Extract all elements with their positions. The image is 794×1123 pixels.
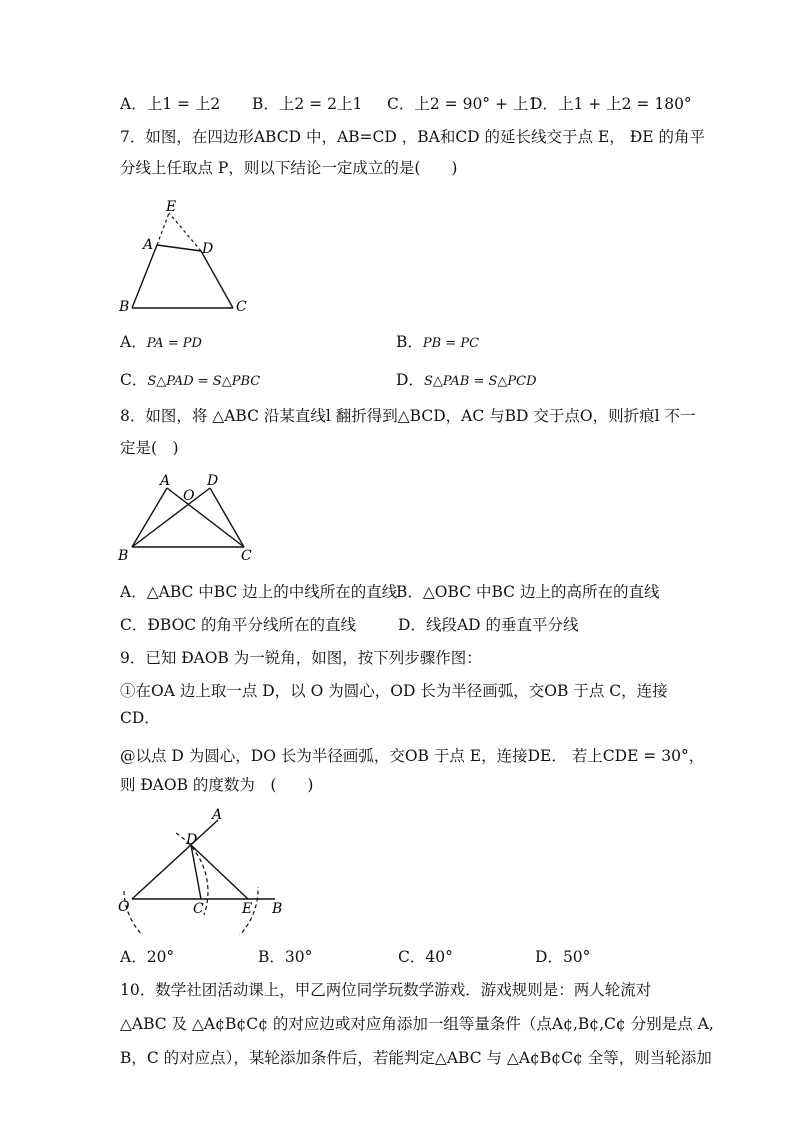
q7-segment-dc	[201, 251, 233, 308]
q7-option-a-text: PA = PD	[146, 336, 202, 351]
q8-option-b-text: △OBC 中BC 边上的高所在的直线	[422, 583, 660, 601]
q8-option-d	[398, 613, 579, 635]
q6-option-b-letter: B．	[252, 95, 279, 113]
q6-option-d-text: 上1 + 上2 = 180°	[557, 95, 692, 113]
q9-option-a	[120, 945, 174, 967]
q7-label-a: A	[143, 237, 154, 253]
q9-option-a-text: 20°	[146, 948, 175, 966]
q7-option-b-letter: B．	[396, 333, 423, 351]
q7-label-c: C	[236, 299, 247, 315]
q8-stem-line1: 8．如图，将 △ABC 沿某直线l 翻折得到△BCD，AC 与BD 交于点O，则折痕l 不一	[120, 407, 696, 425]
q9-label-b: B	[272, 901, 283, 917]
q7-option-a	[120, 330, 202, 352]
q6-option-d-letter: D．	[530, 95, 558, 113]
q6-option-b	[252, 92, 362, 114]
q8-label-o: O	[183, 488, 195, 504]
q9-arc-from-d	[124, 887, 258, 935]
q6-option-c-letter: C．	[387, 95, 415, 113]
q8-label-d: D	[207, 473, 219, 489]
q6-option-d	[530, 92, 692, 114]
q8-option-b	[396, 580, 659, 602]
q10-line2: △ABC 及 △A¢B¢C¢ 的对应边或对应角添加一组等量条件（点A¢,B¢,C¢ 分别是点 A,	[120, 1015, 714, 1033]
q6-option-a-letter: A．	[120, 95, 147, 113]
q7-option-d-text: S△PAB = S△PCD	[423, 374, 537, 389]
q7-option-b-text: PB = PC	[422, 336, 480, 351]
q7-option-d-letter: D．	[396, 371, 424, 389]
q9-option-c-letter: C．	[398, 948, 426, 966]
q8-segment-dc	[210, 488, 244, 547]
q9-option-b	[258, 945, 312, 967]
q8-option-a-letter: A．	[120, 583, 147, 601]
q9-option-d-letter: D．	[535, 948, 563, 966]
q9-step1-line1: ①在OA 边上取一点 D，以 O 为圆心，OD 长为半径画弧，交OB 于点 C，连接	[120, 682, 668, 700]
q6-option-c	[387, 92, 538, 114]
q7-option-a-letter: A．	[120, 333, 147, 351]
q9-option-c	[398, 945, 453, 967]
q7-segment-ba	[132, 245, 157, 308]
q9-step2-line2: 则 ÐAOB 的度数为 ( )	[120, 776, 314, 794]
q7-stem-line1: 7．如图，在四边形ABCD 中，AB=CD ，BA和CD 的延长线交于点 E， ÐE 的角平	[120, 128, 705, 146]
q10-line1: 10．数学社团活动课上，甲乙两位同学玩数学游戏．游戏规则是：两人轮流对	[120, 981, 652, 999]
q8-option-d-letter: D．	[398, 616, 426, 634]
q9-label-e: E	[242, 901, 253, 917]
q9-step2-line1: @以点 D 为圆心，DO 长为半径画弧，交OB 于点 E，连接DE． 若上CDE = 30°，	[120, 747, 705, 765]
q9-option-d-text: 50°	[562, 948, 591, 966]
q7-option-c	[120, 368, 260, 390]
q8-segment-ba	[132, 488, 167, 547]
q9-option-d	[535, 945, 590, 967]
q8-option-a-text: △ABC 中BC 边上的中线所在的直线	[146, 583, 398, 601]
q8-stem-line2: 定是( )	[120, 439, 179, 457]
q7-label-b: B	[119, 299, 130, 315]
q8-label-b: B	[118, 548, 129, 564]
q6-option-a-text: 上1 = 上2	[146, 95, 221, 113]
q9-label-c: C	[193, 901, 204, 917]
q9-option-b-letter: B．	[258, 948, 285, 966]
q7-option-d	[396, 368, 537, 390]
q8-label-c: C	[241, 548, 252, 564]
q8-segment-ac	[167, 488, 244, 547]
q9-step1-line2: CD．	[120, 709, 160, 727]
q7-stem-line2: 分线上任取点 P，则以下结论一定成立的是( )	[120, 159, 458, 177]
q9-stem: 9．已知 ÐAOB 为一锐角，如图，按下列步骤作图：	[120, 649, 482, 667]
q6-option-a	[120, 92, 220, 114]
q9-label-o: O	[118, 899, 130, 915]
q9-ray-oa	[132, 820, 218, 899]
q9-label-a: A	[212, 807, 223, 823]
q6-option-c-text: 上2 = 90° + 上1	[414, 95, 539, 113]
q7-segment-ad	[157, 245, 201, 251]
q8-figure-triangles	[112, 470, 262, 565]
q8-label-a: A	[160, 473, 171, 489]
q8-option-b-letter: B．	[396, 583, 423, 601]
q9-option-b-text: 30°	[284, 948, 313, 966]
q10-line3: B，C 的对应点），某轮添加条件后，若能判定△ABC 与 △A¢B¢C¢ 全等，则当轮添加	[120, 1049, 712, 1067]
q9-option-c-text: 40°	[425, 948, 453, 966]
q8-option-a	[120, 580, 397, 602]
q7-figure-quadrilateral	[110, 195, 260, 320]
q8-segment-bd	[132, 488, 210, 547]
q9-figure-construction	[110, 805, 300, 935]
q7-option-c-text: S△PAD = S△PBC	[147, 374, 261, 389]
q9-option-a-letter: A．	[120, 948, 147, 966]
q9-label-d: D	[186, 832, 198, 848]
q6-option-b-text: 上2 = 2上1	[278, 95, 363, 113]
q8-option-d-text: 线段AD 的垂直平分线	[425, 616, 579, 634]
q7-label-e: E	[166, 199, 177, 215]
q8-option-c	[120, 613, 356, 635]
q7-label-d: D	[202, 241, 214, 257]
q7-option-c-letter: C．	[120, 371, 148, 389]
q8-option-c-letter: C．	[120, 616, 148, 634]
q7-option-b	[396, 330, 479, 352]
q8-option-c-text: ÐBOC 的角平分线所在的直线	[147, 616, 357, 634]
q7-extension-de	[169, 213, 201, 251]
q7-extension-ae	[157, 213, 169, 245]
